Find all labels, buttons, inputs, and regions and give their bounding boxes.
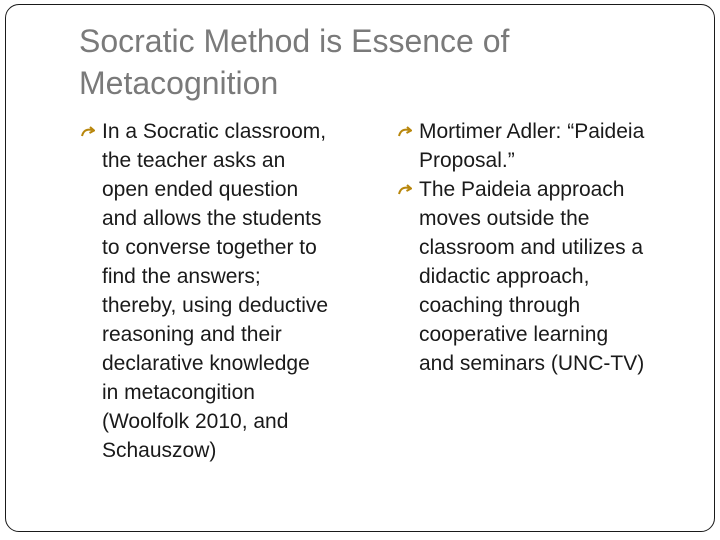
right-column [397, 117, 697, 378]
slide-title: Socratic Method is Essence of Metacognition [79, 23, 510, 101]
curved-arrow-icon [398, 126, 412, 138]
bullet-item [397, 175, 697, 378]
left-column [80, 117, 370, 465]
curved-arrow-icon [398, 184, 412, 196]
bullet-item [397, 117, 697, 175]
bullet-text: In a Socratic classroom, the teacher asks an open ended question and allows the students to converse together to find the answers; thereby, using deductive reasoning and their declarative knowledge in metacongition (Woolfolk 2010, and Schauszow) [102, 120, 329, 462]
bullet-item [80, 117, 370, 465]
bullet-text: The Paideia approach moves outside the classroom and utilizes a didactic approach, coaching through cooperative learning and seminars (UNC-TV) [419, 178, 645, 375]
bullet-text: Mortimer Adler: “Paideia Proposal.” [419, 120, 645, 172]
curved-arrow-icon [81, 126, 95, 138]
